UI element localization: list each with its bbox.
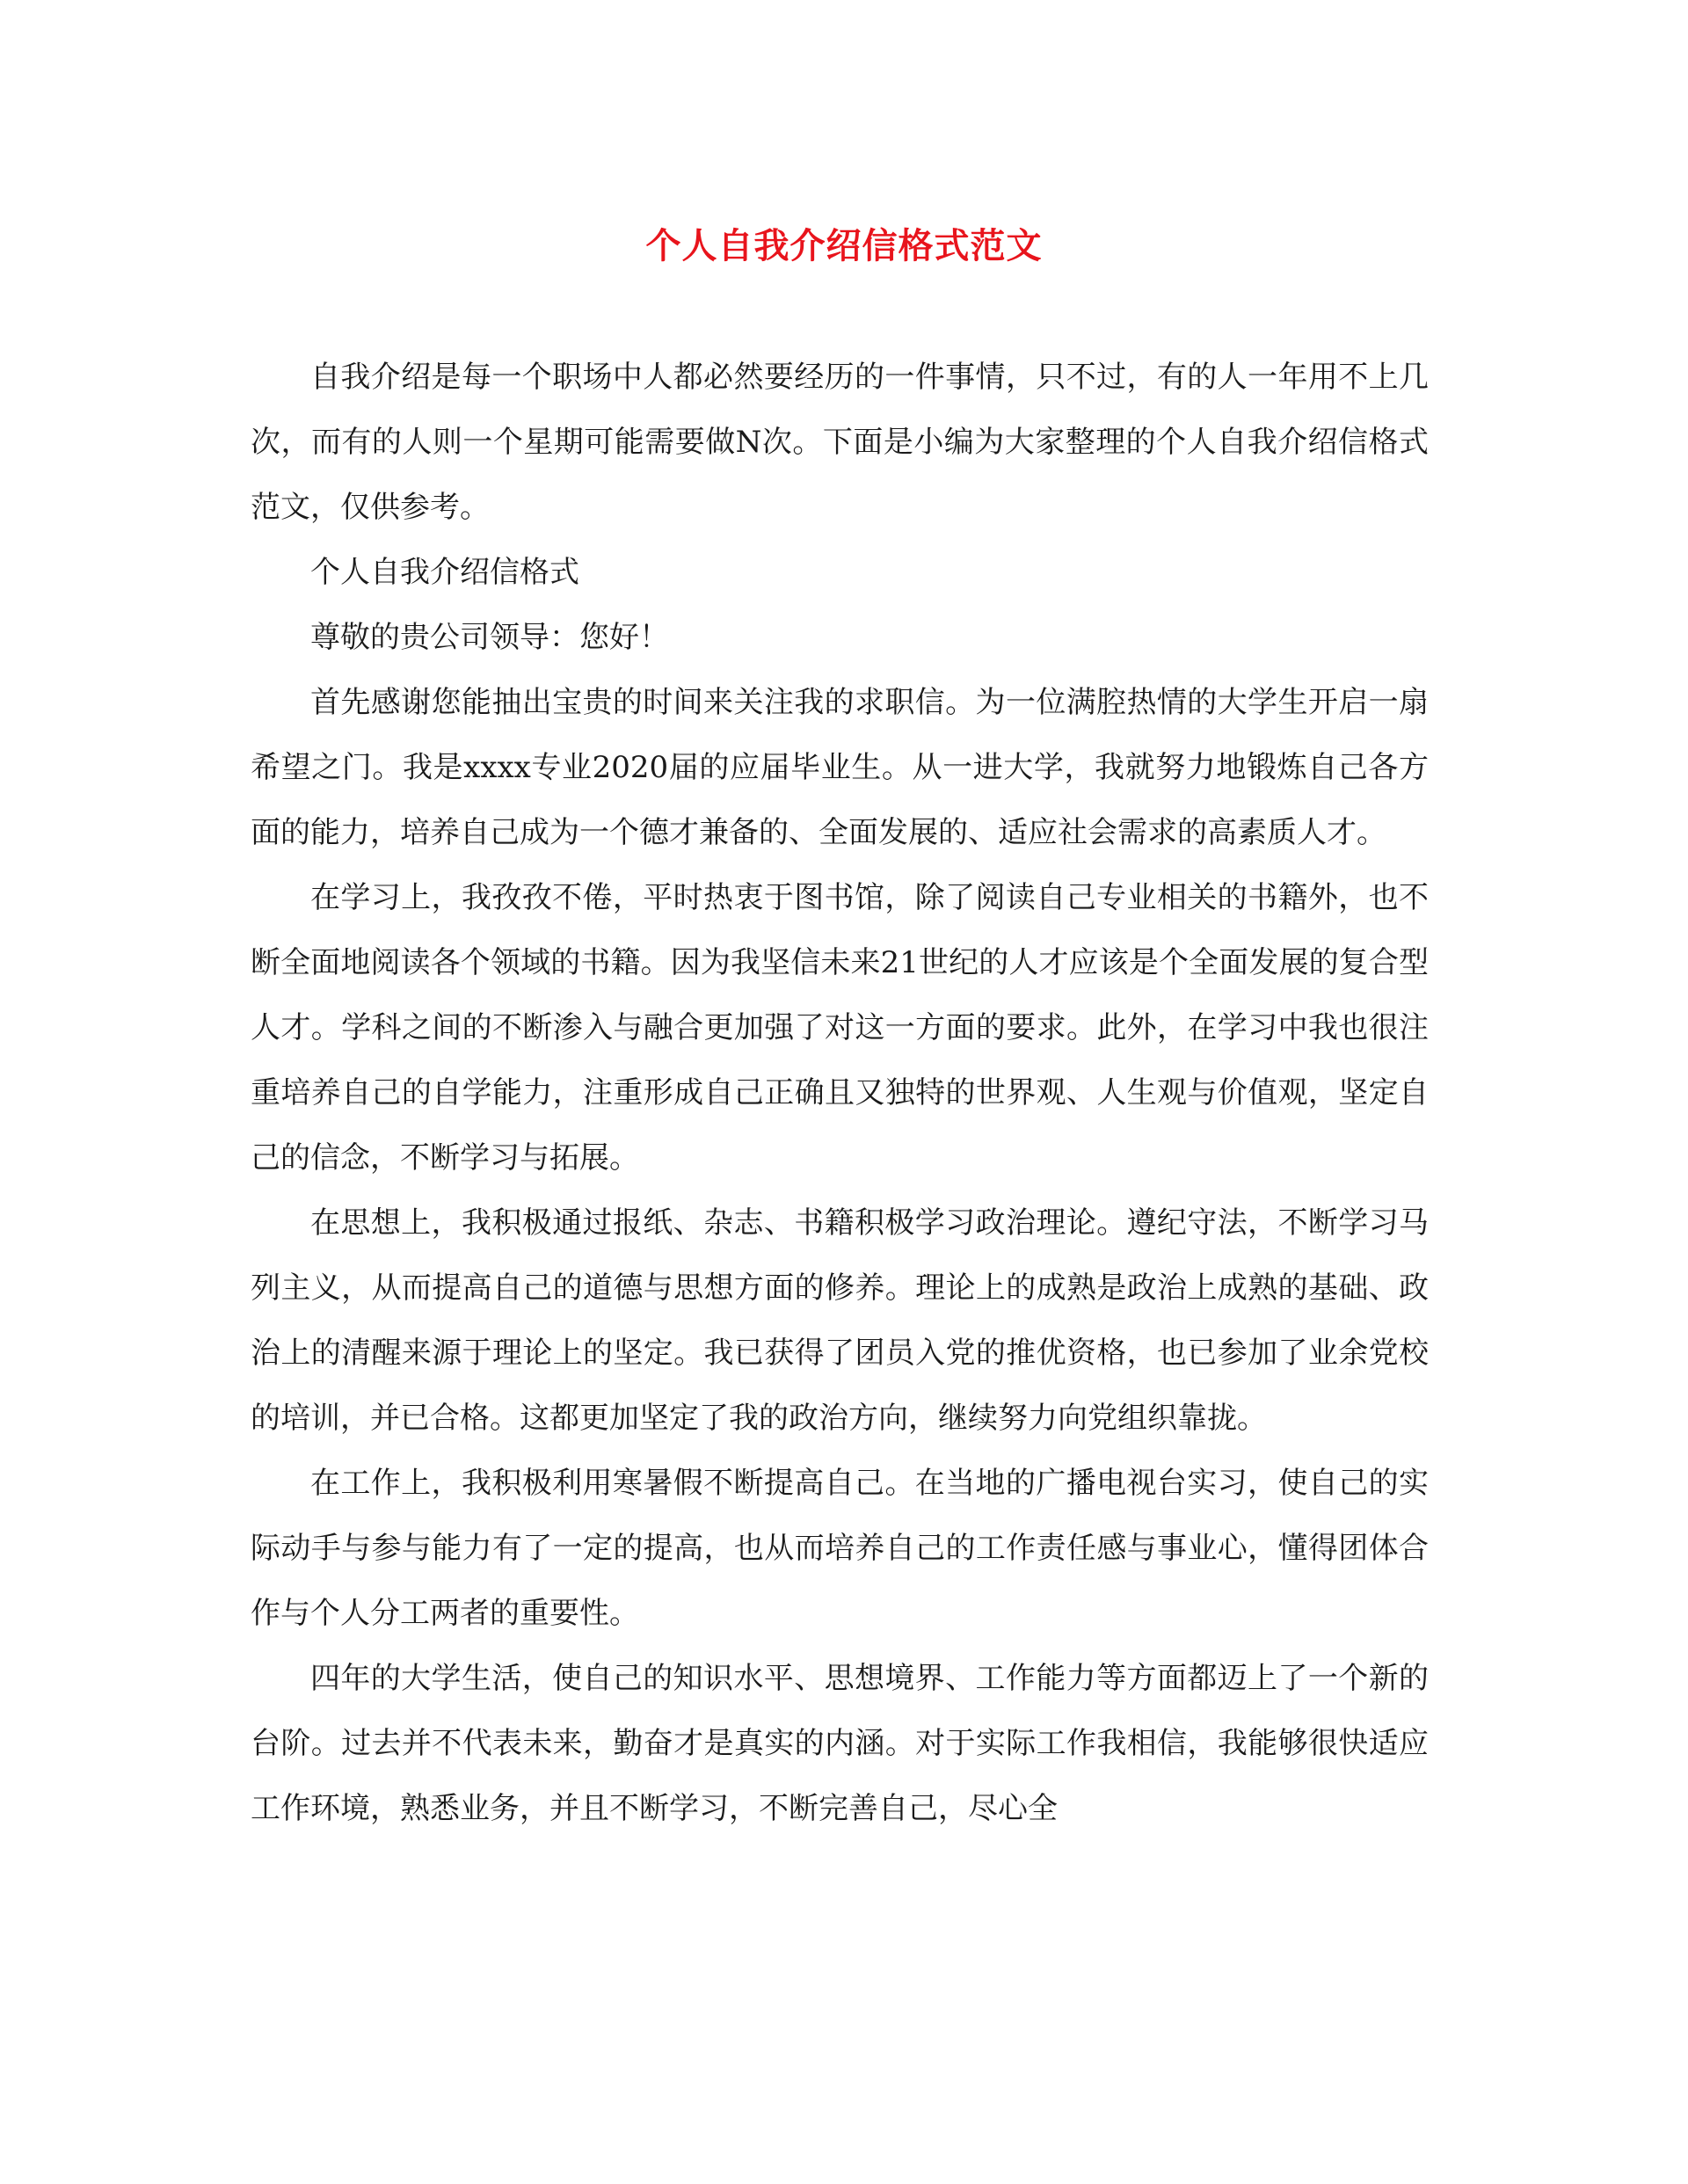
paragraph-heading: 个人自我介绍信格式: [310, 555, 579, 590]
document-body: [251, 345, 1429, 1841]
paragraph-intro: 自我介绍是每一个职场中人都必然要经历的一件事情，只不过，有的人一年用不上几次，而有的人则一个星期可能需要做N次。下面是小编为大家整理的个人自我介绍信格式范文，仅供参考。: [251, 360, 1429, 525]
document-title: 个人自我介绍信格式范文: [645, 225, 1043, 266]
paragraph-work: 在工作上，我积极利用寒暑假不断提高自己。在当地的广播电视台实习，使自己的实际动手与参与能力有了一定的提高，也从而培养自己的工作责任感与事业心，懂得团体合作与个人分工两者的重要性。: [251, 1466, 1429, 1631]
paragraph-opening: 首先感谢您能抽出宝贵的时间来关注我的求职信。为一位满腔热情的大学生开启一扇希望之门。我是xxxx专业2020届的应届毕业生。从一进大学，我就努力地锻炼自己各方面的能力，培养自己成为一个德才兼备的、全面发展的、适应社会需求的高素质人才。: [251, 685, 1429, 850]
paragraph-salutation: 尊敬的贵公司领导：您好！: [310, 620, 669, 655]
paragraph-thought: 在思想上，我积极通过报纸、杂志、书籍积极学习政治理论。遵纪守法，不断学习马列主义，从而提高自己的道德与思想方面的修养。理论上的成熟是政治上成熟的基础、政治上的清醒来源于理论上的坚定。我已获得了团员入党的推优资格，也已参加了业余党校的培训，并已合格。这都更加坚定了我的政治方向，继续努力向党组织靠拢。: [251, 1205, 1429, 1436]
paragraph-summary: 四年的大学生活，使自己的知识水平、思想境界、工作能力等方面都迈上了一个新的台阶。过去并不代表未来，勤奋才是真实的内涵。对于实际工作我相信，我能够很快适应工作环境，熟悉业务，并且不断学习，不断完善自己，尽心全: [251, 1661, 1429, 1826]
paragraph-study: 在学习上，我孜孜不倦，平时热衷于图书馆，除了阅读自己专业相关的书籍外，也不断全面地阅读各个领域的书籍。因为我坚信未来21世纪的人才应该是个全面发展的复合型人才。学科之间的不断渗入与融合更加强了对这一方面的要求。此外，在学习中我也很注重培养自己的自学能力，注重形成自己正确且又独特的世界观、人生观与价值观，坚定自己的信念，不断学习与拓展。: [251, 880, 1429, 1176]
